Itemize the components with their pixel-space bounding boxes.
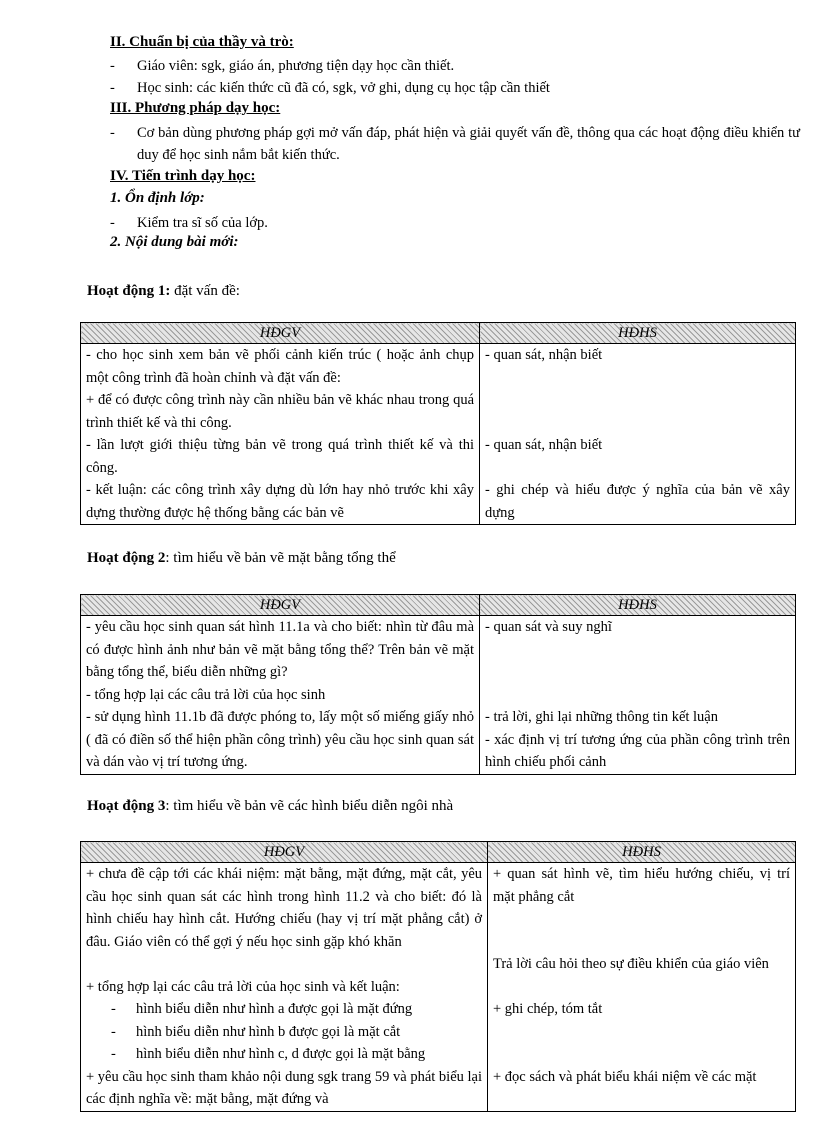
table-header: [81, 842, 796, 863]
table-row: [81, 706, 796, 774]
table-row: [81, 616, 796, 707]
student-cell: + quan sát hình vẽ, tìm hiểu hướng chiếu, vị trí mặt phẳng cắt Trả lời câu hỏi theo sự điều khiển của giáo viên: [488, 863, 796, 976]
header-hdhs: HĐHS: [488, 842, 796, 863]
table-row: [81, 344, 796, 435]
list-item: - hình biểu diễn như hình a được gọi là mặt đứng: [111, 1001, 413, 1017]
teacher-cell: - cho học sinh xem bản vẽ phối cảnh kiến trúc ( hoặc ảnh chụp một công trình đã hoàn chỉnh và đặt vấn đề: + để có được công trình này cần nhiều bản vẽ khác nhau trong quá trình thiết kế và thi công.: [81, 344, 480, 435]
content-heading: 2. Nội dung bài mới:: [110, 234, 239, 250]
student-cell: - ghi chép và hiểu được ý nghĩa của bản vẽ xây dựng: [480, 479, 796, 525]
table-row: [81, 479, 796, 525]
header-hdgv: HĐGV: [81, 323, 480, 344]
activity-2-table: [80, 594, 796, 775]
prep-item-1: - Giáo viên: sgk, giáo án, phương tiện dạy học cần thiết.: [110, 55, 800, 77]
teacher-cell: - yêu cầu học sinh quan sát hình 11.1a và cho biết: nhìn từ đâu mà có được hình ảnh như bản vẽ mặt bằng tổng thể? Trên bản vẽ mặt bằng tổng thể, biểu diễn những gì? - tổng hợp lại các câu trả lời của học sinh: [81, 616, 480, 707]
student-cell: + ghi chép, tóm tắt: [488, 976, 796, 1066]
method-item-1: - Cơ bản dùng phương pháp gợi mở vấn đáp, phát hiện và giải quyết vấn đề, thông qua các hoạt động điều khiển tư duy để học sinh nắm bắt kiến thức.: [110, 122, 800, 166]
header-hdhs: HĐHS: [480, 323, 796, 344]
list-item: - hình biểu diễn như hình b được gọi là mặt cắt: [111, 1023, 401, 1040]
activity-2-title: Hoạt động 2: tìm hiểu về bản vẽ mặt bằng tổng thể: [87, 550, 396, 566]
teacher-cell: - kết luận: các công trình xây dựng dù lớn hay nhỏ trước khi xây dựng thường được hệ thống bằng các bản vẽ: [81, 479, 480, 525]
prep-item-2: - Học sinh: các kiến thức cũ đã có, sgk, vở ghi, dụng cụ học tập cần thiết: [110, 77, 800, 99]
teacher-cell: - lần lượt giới thiệu từng bản vẽ trong quá trình thiết kế và thi công.: [81, 434, 480, 479]
table-row: [81, 976, 796, 1066]
bullet-dash: -: [110, 58, 115, 74]
bullet-dash: -: [110, 125, 115, 141]
class-heading: 1. Ổn định lớp:: [110, 190, 205, 206]
student-cell: - trả lời, ghi lại những thông tin kết luận - xác định vị trí tương ứng của phần công trình trên hình chiếu phối cảnh: [480, 706, 796, 774]
student-cell: - quan sát, nhận biết: [480, 434, 796, 479]
bullet-dash: -: [110, 80, 115, 96]
activity-3-title: Hoạt động 3: tìm hiểu về bản vẽ các hình biểu diễn ngôi nhà: [87, 798, 454, 814]
table-header: [81, 323, 796, 344]
header-hdgv: HĐGV: [81, 595, 480, 616]
table-row: [81, 863, 796, 976]
method-heading: III. Phương pháp dạy học:: [110, 100, 281, 116]
class-item-1: - Kiểm tra sĩ số của lớp.: [110, 212, 800, 234]
teacher-cell: + tổng hợp lại các câu trả lời của học sinh và kết luận: - hình biểu diễn như hình a được gọi là mặt đứng - hình biểu diễn như hình b được gọi là mặt cắt - hình biểu diễn như hình c, d được gọi là mặt bằng: [81, 976, 488, 1066]
table-row: [81, 1066, 796, 1112]
activity-1-title: Hoạt động 1: đặt vấn đề:: [87, 283, 240, 299]
teacher-cell: + chưa đề cập tới các khái niệm: mặt bằng, mặt đứng, mặt cắt, yêu cầu học sinh quan sát các hình trong hình 11.2 và cho biết: đó là hình chiếu hay hình cắt. Hướng chiếu (hay vị trí mặt phẳng cắt) ở đâu. Giáo viên có thể gợi ý nếu học sinh gặp khó khăn: [81, 863, 488, 976]
table-header: [81, 595, 796, 616]
table-row: [81, 434, 796, 479]
bullet-dash: -: [110, 215, 115, 231]
activity-3-table: [80, 841, 796, 1112]
teacher-cell: + yêu cầu học sinh tham khảo nội dung sgk trang 59 và phát biểu lại các định nghĩa về: mặt bằng, mặt đứng và: [81, 1066, 488, 1112]
header-hdhs: HĐHS: [480, 595, 796, 616]
student-cell: + đọc sách và phát biểu khái niệm về các mặt: [488, 1066, 796, 1112]
student-cell: - quan sát, nhận biết: [480, 344, 796, 435]
header-hdgv: HĐGV: [81, 842, 488, 863]
process-heading: IV. Tiến trình dạy học:: [110, 168, 256, 184]
teacher-cell: - sử dụng hình 11.1b đã được phóng to, lấy một số miếng giấy nhỏ ( đã có điền số thể hiện phần công trình) yêu cầu học sinh quan sát và dán vào vị trí tương ứng.: [81, 706, 480, 774]
activity-1-table: [80, 322, 796, 525]
prep-heading: II. Chuẩn bị của thầy và trò:: [110, 34, 294, 50]
student-cell: - quan sát và suy nghĩ: [480, 616, 796, 707]
list-item: - hình biểu diễn như hình c, d được gọi là mặt bằng: [111, 1046, 426, 1062]
